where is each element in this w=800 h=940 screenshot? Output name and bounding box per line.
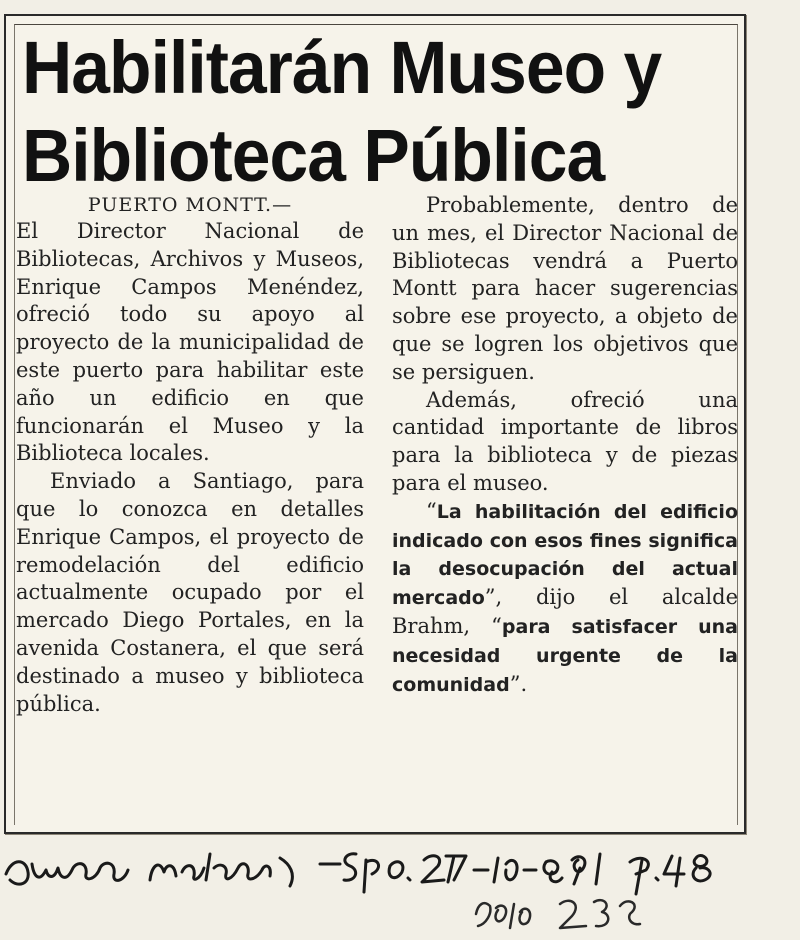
headline-line-2: Biblioteca Pública (22, 114, 605, 197)
paragraph-1: El Director Nacional de Bibliotecas, Archivos y Museos, Enrique Campos Menéndez, ofreció todo su apoyo al proyecto de la municipalidad de este puerto para habilitar este año un edificio en que funcionarán el Museo y la Biblioteca locales. (16, 219, 364, 466)
paragraph-4: Además, ofreció una cantidad importante de libros para la biblioteca y de piezas para el museo. (392, 387, 738, 495)
dateline: PUERTO MONTT.— (87, 194, 293, 216)
headline-line-1: Habilitarán Museo y (22, 26, 662, 109)
quote-2: para satisfacer una necesidad urgente de la comunidad (392, 615, 738, 696)
handwritten-source-note (6, 854, 710, 894)
handwritten-folio-note (476, 900, 640, 928)
article-column-left (16, 192, 364, 718)
paragraph-2: Enviado a Santiago, para que lo conozca en detalles Enrique Campos, el proyecto de remodelación del edificio actualmente ocupado por el mercado Diego Portales, en la avenida Costanera, el que será destinado a museo y biblioteca pública. (16, 469, 364, 716)
handwritten-annotation (0, 834, 760, 934)
paragraph-5 (392, 498, 738, 700)
headline (22, 24, 680, 200)
article-column-right (392, 192, 738, 699)
quote-open-mark: “ (426, 498, 437, 523)
quote-1: La habilitación del edificio indicado con esos fines significa la desocupación del actual mercado (392, 500, 738, 610)
quote-attribution: ”, dijo el alcalde Brahm, “ (392, 585, 738, 638)
paragraph-3: Probablemente, dentro de un mes, el Director Nacional de Bibliotecas vendrá a Puerto Montt para hacer sugerencias sobre ese proyecto, a objeto de que se logren los objetivos que se persiguen. (392, 193, 738, 384)
quote-close-mark: ”. (509, 671, 528, 696)
